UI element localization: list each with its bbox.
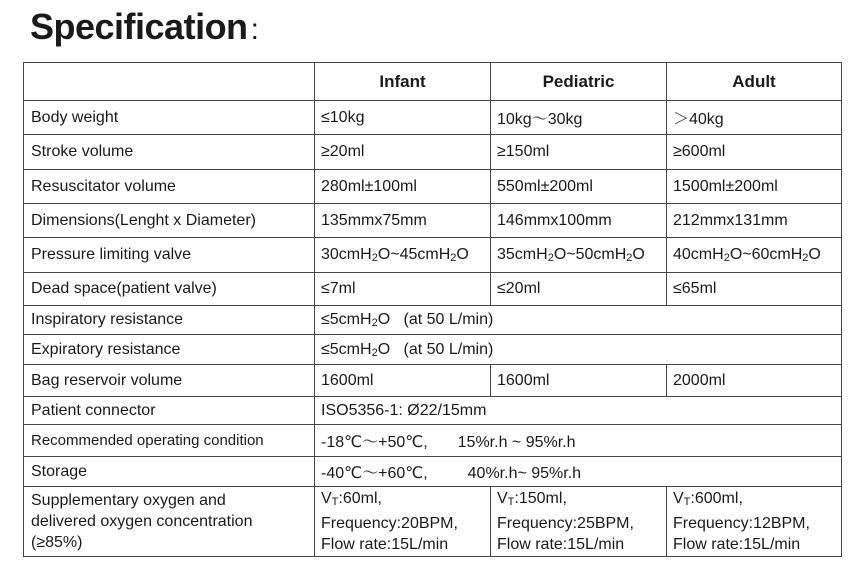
header-empty	[24, 63, 315, 101]
row-label: Resuscitator volume	[24, 170, 315, 204]
row-label: Dimensions(Lenght x Diameter)	[24, 204, 315, 238]
cell-pediatric: 550ml±200ml	[491, 170, 667, 204]
cell-value: ≤5cmH2O (at 50 L/min)	[315, 306, 842, 335]
cell-adult: ≥600ml	[667, 135, 842, 170]
cell-adult: 212mmx131mm	[667, 204, 842, 238]
table-row	[24, 457, 842, 487]
table-row	[24, 238, 842, 273]
cell-pediatric: 1600ml	[491, 365, 667, 397]
row-label: Recommended operating condition	[24, 425, 315, 457]
row-label: Supplementary oxygen and delivered oxygen concentration (≥85%)	[24, 487, 315, 557]
cell-value: -18℃～+50℃, 15%r.h ~ 95%r.h	[315, 425, 842, 457]
cell-value: -40℃～+60℃, 40%r.h~ 95%r.h	[315, 457, 842, 487]
row-label: Patient connector	[24, 397, 315, 425]
table-row	[24, 101, 842, 135]
cell-infant: 135mmx75mm	[315, 204, 491, 238]
header-adult: Adult	[667, 63, 842, 101]
row-label: Bag reservoir volume	[24, 365, 315, 397]
cell-infant: ≤7ml	[315, 273, 491, 306]
cell-infant: 1600ml	[315, 365, 491, 397]
table-row	[24, 204, 842, 238]
row-label: Pressure limiting valve	[24, 238, 315, 273]
cell-pediatric: ≤20ml	[491, 273, 667, 306]
cell-adult: 40cmH2O~60cmH2O	[667, 238, 842, 273]
header-pediatric: Pediatric	[491, 63, 667, 101]
cell-adult: VT:600ml, Frequency:12BPM, Flow rate:15L/min	[667, 487, 842, 557]
cell-adult: 1500ml±200ml	[667, 170, 842, 204]
title-colon: :	[250, 13, 259, 46]
row-label: Inspiratory resistance	[24, 306, 315, 335]
cell-adult: ＞40kg	[667, 101, 842, 135]
table-row	[24, 170, 842, 204]
header-infant: Infant	[315, 63, 491, 101]
specification-table	[23, 62, 842, 557]
cell-infant: 280ml±100ml	[315, 170, 491, 204]
cell-pediatric: 10kg～30kg	[491, 101, 667, 135]
cell-value: ISO5356-1: Ø22/15mm	[315, 397, 842, 425]
table-row	[24, 335, 842, 365]
table-row	[24, 425, 842, 457]
table-row	[24, 365, 842, 397]
row-label: Body weight	[24, 101, 315, 135]
cell-pediatric: 146mmx100mm	[491, 204, 667, 238]
row-label: Stroke volume	[24, 135, 315, 170]
cell-infant: 30cmH2O~45cmH2O	[315, 238, 491, 273]
cell-infant: VT:60ml, Frequency:20BPM, Flow rate:15L/min	[315, 487, 491, 557]
cell-adult: 2000ml	[667, 365, 842, 397]
row-label: Expiratory resistance	[24, 335, 315, 365]
table-row	[24, 487, 842, 557]
cell-infant: ≥20ml	[315, 135, 491, 170]
title-text: Specification	[30, 6, 248, 47]
table-row	[24, 397, 842, 425]
row-label: Storage	[24, 457, 315, 487]
table-row	[24, 273, 842, 306]
header-row	[24, 63, 842, 101]
cell-pediatric: ≥150ml	[491, 135, 667, 170]
cell-value: ≤5cmH2O (at 50 L/min)	[315, 335, 842, 365]
table-row	[24, 306, 842, 335]
cell-pediatric: 35cmH2O~50cmH2O	[491, 238, 667, 273]
page-title	[30, 6, 258, 48]
cell-pediatric: VT:150ml, Frequency:25BPM, Flow rate:15L/min	[491, 487, 667, 557]
table-row	[24, 135, 842, 170]
cell-infant: ≤10kg	[315, 101, 491, 135]
cell-adult: ≤65ml	[667, 273, 842, 306]
row-label: Dead space(patient valve)	[24, 273, 315, 306]
